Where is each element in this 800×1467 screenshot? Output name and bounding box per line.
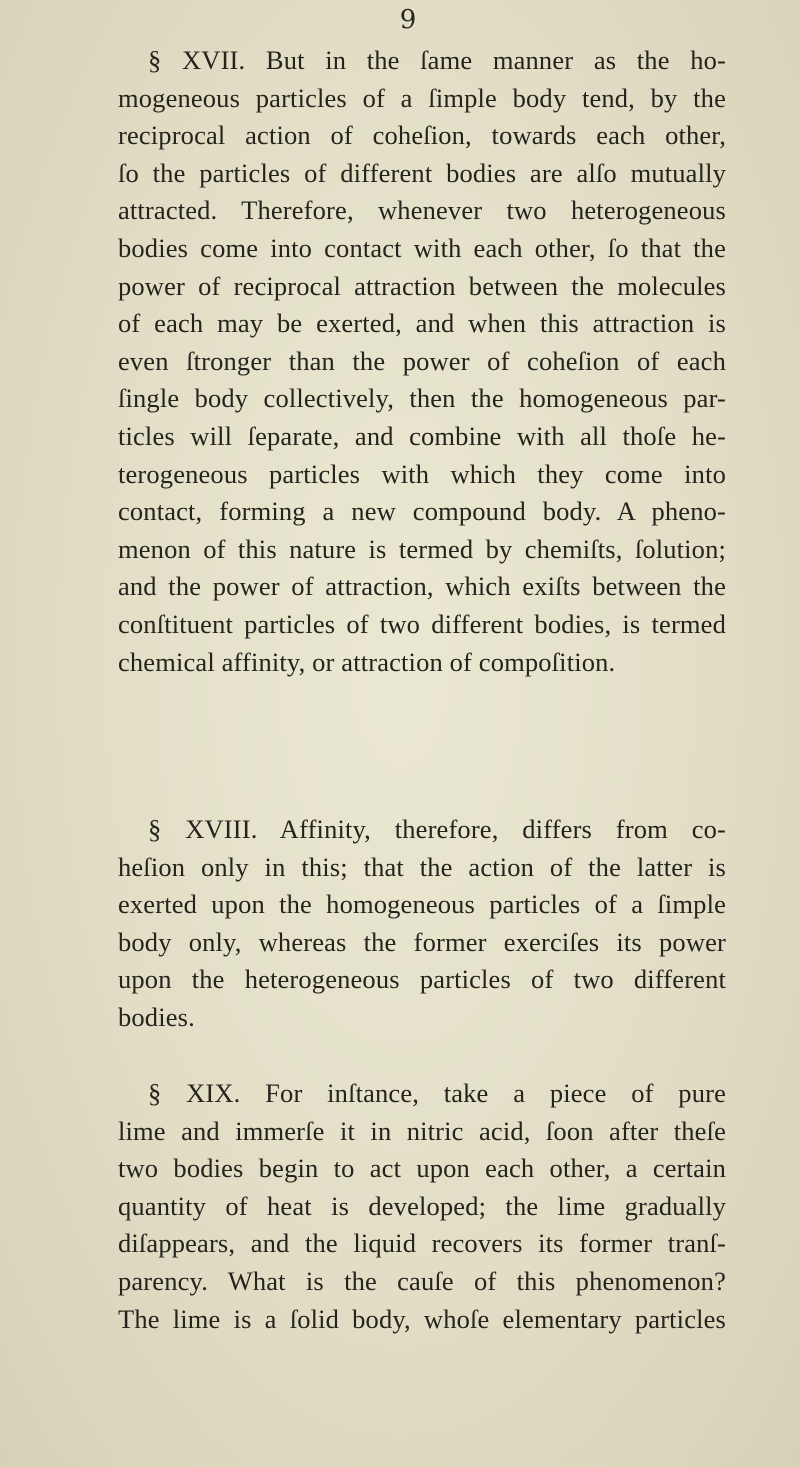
- page-number: 9: [399, 5, 417, 35]
- text-line: bodies come into contact with each other, ſo that the: [118, 232, 726, 263]
- text-line: parency. What is the cauſe of this phenomenon?: [118, 1265, 726, 1296]
- text-line: even ſtronger than the power of coheſion of each: [118, 345, 726, 376]
- text-line: diſappears, and the liquid recovers its former tranſ-: [118, 1228, 726, 1259]
- text-line: reciprocal action of coheſion, towards each other,: [118, 120, 726, 151]
- text-line: chemical affinity, or attraction of compoſition.: [118, 646, 616, 677]
- text-line: attracted. Therefore, whenever two heterogeneous: [118, 195, 726, 226]
- text-line: exerted upon the homogeneous particles of a ſimple: [118, 889, 726, 920]
- text-line: heſion only in this; that the action of the latter is: [118, 851, 726, 882]
- paragraph-xviii: [118, 811, 726, 1037]
- text-line: body only, whereas the former exerciſes its power: [118, 926, 726, 957]
- paragraph-xix: [118, 1075, 726, 1338]
- text-line: upon the heterogeneous particles of two different: [118, 964, 726, 995]
- text-line: § XIX. For inſtance, take a piece of pure: [148, 1078, 726, 1108]
- text-line: two bodies begin to act upon each other, a certain: [118, 1153, 726, 1184]
- text-line: terogeneous particles with which they come into: [118, 458, 726, 489]
- paragraph-xvii: [118, 42, 726, 681]
- text-line: conſtituent particles of two different bodies, is termed: [118, 608, 726, 639]
- text-line: mogeneous particles of a ſimple body tend, by the: [118, 82, 726, 113]
- text-line: lime and immerſe it in nitric acid, ſoon after theſe: [118, 1115, 726, 1146]
- text-line: and the power of attraction, which exiſts between the: [118, 571, 726, 602]
- text-line: of each may be exerted, and when this attraction is: [118, 308, 726, 339]
- text-line: menon of this nature is termed by chemiſts, ſolution;: [118, 533, 726, 564]
- text-line: § XVII. But in the ſame manner as the ho-: [148, 45, 726, 75]
- text-line: ſingle body collectively, then the homogeneous par-: [118, 383, 726, 414]
- text-line: § XVIII. Affinity, therefore, differs from co-: [148, 814, 726, 844]
- text-line: quantity of heat is developed; the lime gradually: [118, 1190, 726, 1221]
- text-line: contact, forming a new compound body. A pheno-: [118, 496, 726, 527]
- text-line: ticles will ſeparate, and combine with all thoſe he-: [118, 420, 726, 451]
- text-line: bodies.: [118, 1001, 195, 1032]
- text-line: The lime is a ſolid body, whoſe elementary particles: [118, 1303, 726, 1334]
- text-line: power of reciprocal attraction between the molecules: [118, 270, 726, 301]
- text-line: ſo the particles of different bodies are alſo mutually: [118, 157, 726, 188]
